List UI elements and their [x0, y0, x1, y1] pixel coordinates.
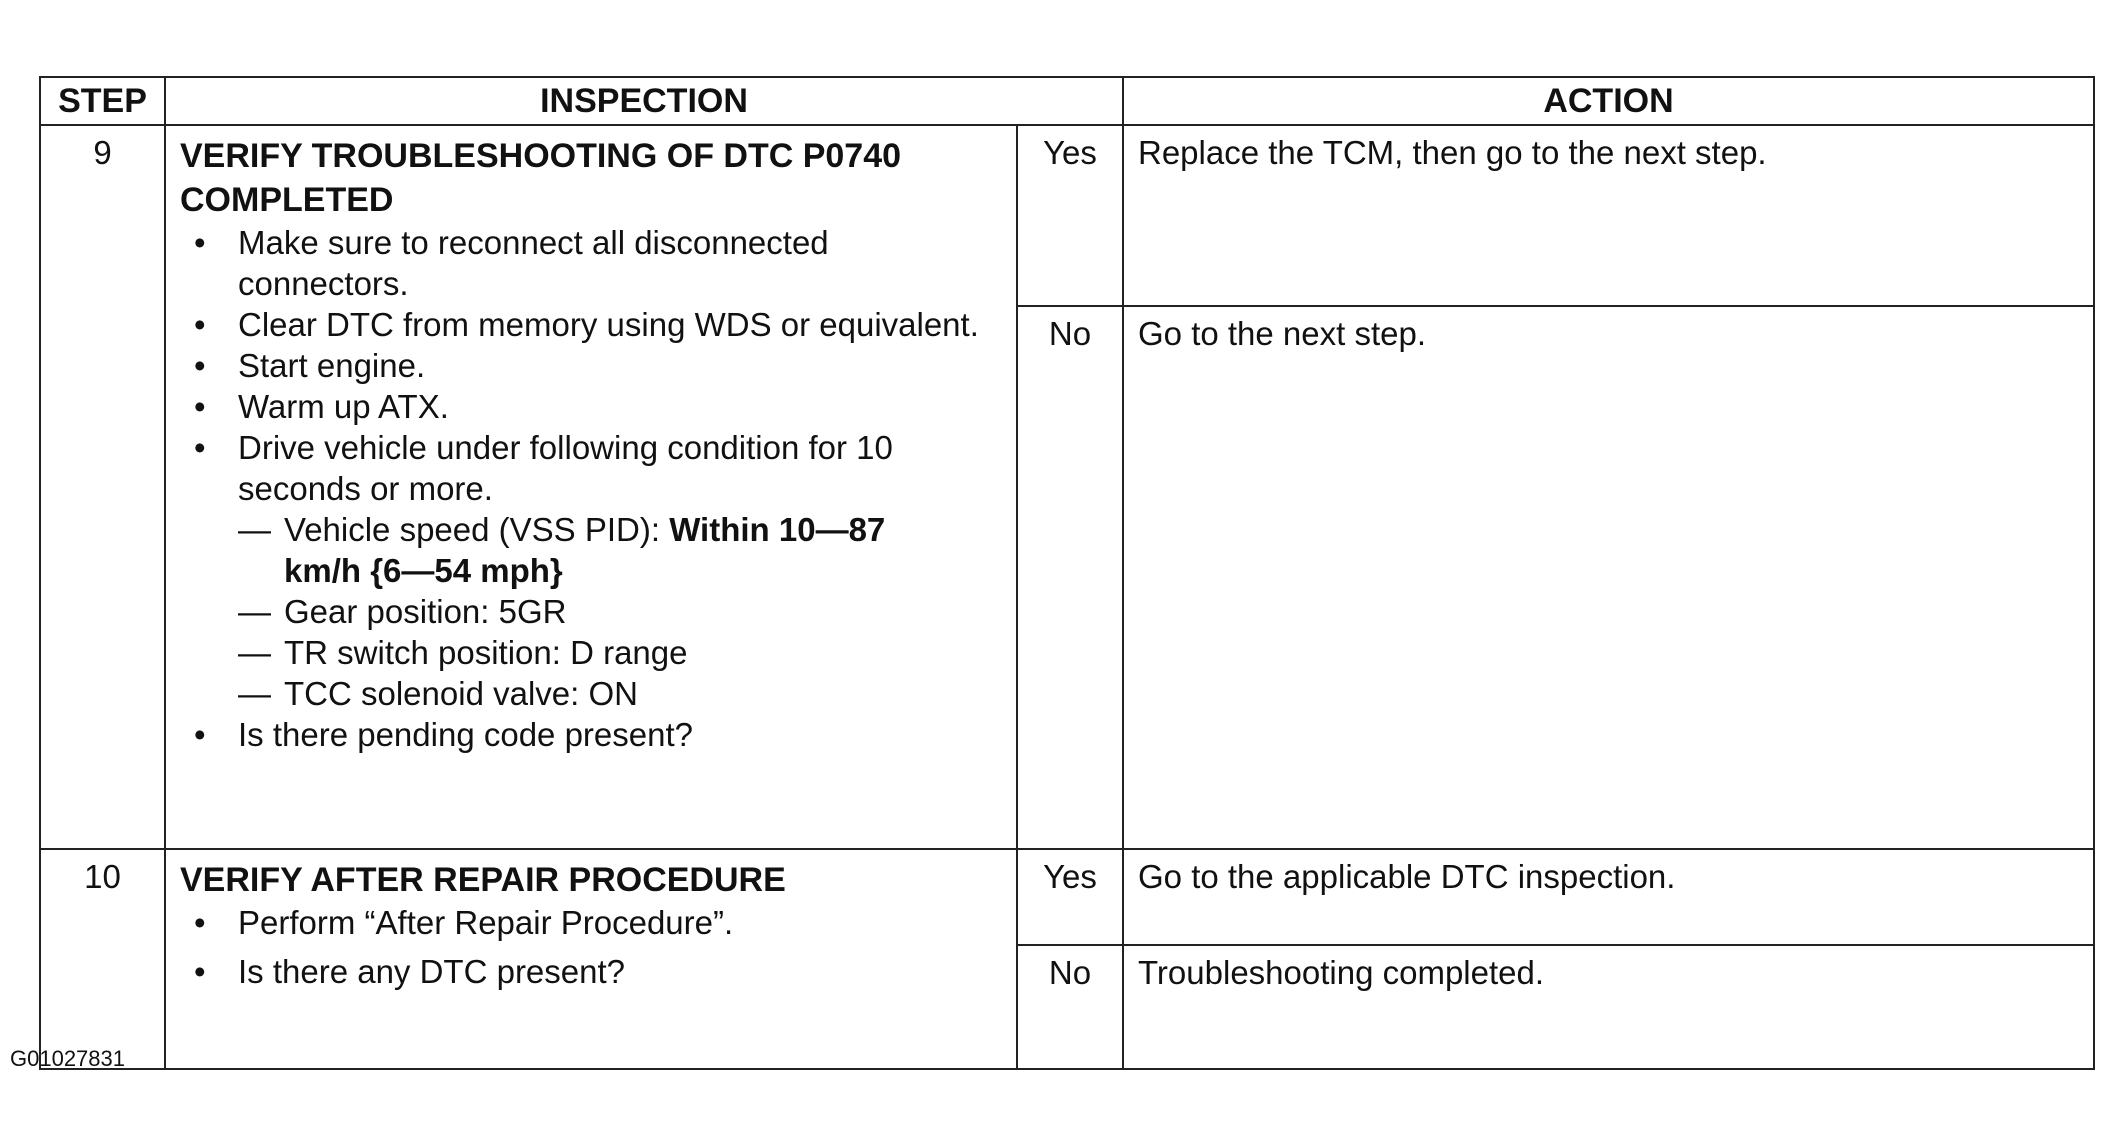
header-inspection: INSPECTION	[165, 77, 1123, 125]
table-row	[40, 849, 2094, 945]
condition-tr: — TR switch position: D range	[238, 634, 688, 671]
header-action: ACTION	[1123, 77, 2094, 125]
inspection-cell	[165, 849, 1017, 1069]
condition-tcc: — TCC solenoid valve: ON	[238, 675, 638, 712]
yes-action: Go to the applicable DTC inspection.	[1123, 849, 2094, 945]
list-item: • Perform “After Repair Procedure”.	[180, 902, 1002, 943]
header-row	[40, 77, 2094, 125]
list-item: • Make sure to reconnect all disconnected connectors.	[180, 222, 1002, 304]
condition-gear: — Gear position: 5GR	[238, 593, 567, 630]
header-step: STEP	[40, 77, 165, 125]
condition-speed: — Vehicle speed (VSS PID): Within 10—87 km/h {6—54 mph}	[238, 511, 886, 589]
no-action: Troubleshooting completed.	[1123, 945, 2094, 1069]
figure-id: G01027831	[10, 1046, 125, 1071]
list-item: • Warm up ATX.	[180, 386, 1002, 427]
no-action: Go to the next step.	[1123, 306, 2094, 849]
yes-label: Yes	[1017, 849, 1123, 945]
inspection-bullets	[180, 902, 1002, 992]
diagnostic-table	[39, 76, 2095, 1070]
list-item: • Start engine.	[180, 345, 1002, 386]
step-number: 9	[40, 125, 165, 849]
no-label: No	[1017, 945, 1123, 1069]
inspection-title: VERIFY TROUBLESHOOTING OF DTC P0740 COMPLETED	[180, 137, 902, 219]
no-label: No	[1017, 306, 1123, 849]
yes-action: Replace the TCM, then go to the next step.	[1123, 125, 2094, 306]
list-item: • Drive vehicle under following condition for 10 seconds or more.	[180, 427, 1002, 509]
condition-list	[180, 509, 1002, 714]
table-row	[40, 125, 2094, 306]
list-item: • Clear DTC from memory using WDS or equivalent.	[180, 304, 1002, 345]
inspection-cell	[165, 125, 1017, 849]
inspection-title: VERIFY AFTER REPAIR PROCEDURE	[180, 861, 786, 899]
inspection-question: • Is there pending code present?	[180, 714, 1002, 755]
step-number: 10	[40, 849, 165, 1069]
list-item: • Is there any DTC present?	[180, 951, 1002, 992]
inspection-bullets	[180, 222, 1002, 509]
yes-label: Yes	[1017, 125, 1123, 306]
